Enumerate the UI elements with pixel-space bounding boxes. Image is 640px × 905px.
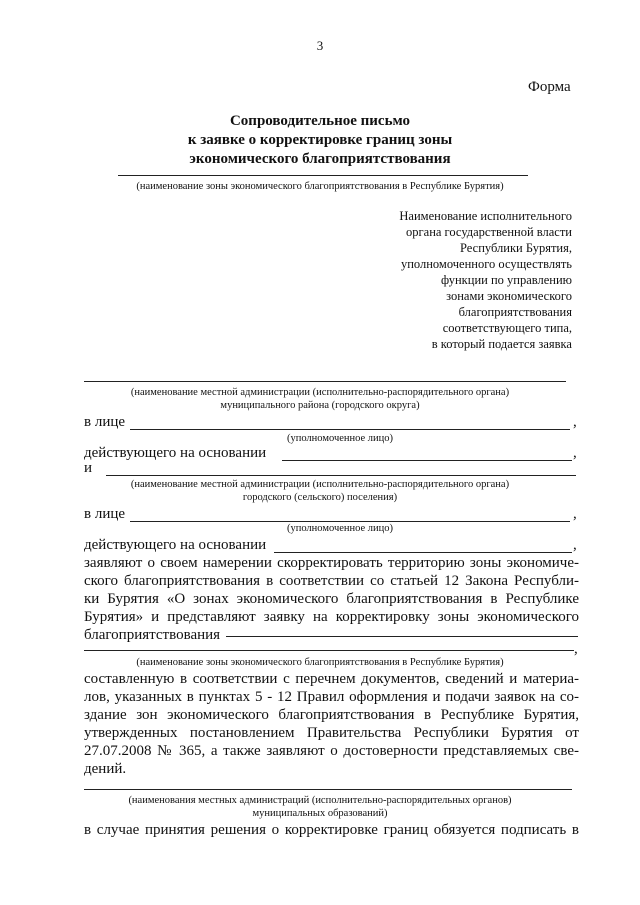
- text-line: дений.: [84, 761, 127, 777]
- paragraph-final: [84, 821, 579, 839]
- addressee-line: Республики Бурятия,: [460, 241, 572, 255]
- text-line: ки Бурятия «О зонах экономического благоприятствования в Республике: [84, 591, 579, 607]
- text-line: благоприятствования: [84, 627, 221, 643]
- addressee-line: уполномоченного осуществлять: [400, 257, 572, 271]
- text-line: 27.07.2008 № 365, а также заявляют о достоверности представляемых све-: [84, 743, 579, 759]
- page-number: 3: [316, 38, 324, 53]
- document-title: [0, 112, 640, 169]
- text-line: в случае принятия решения о корректировке границ обязуется подписать в: [84, 822, 579, 838]
- caption-zone-name: (наименование зоны экономического благоприятствования в Республике Бурятия): [136, 181, 504, 192]
- caption-authorized-person-2: (уполномоченное лицо): [286, 523, 394, 534]
- paragraph-documents: [84, 670, 579, 760]
- addressee-line: соответствующего типа,: [442, 321, 572, 335]
- caption-zone-name-2: (наименование зоны экономического благоприятствования в Республике Бурятия): [136, 657, 504, 668]
- caption-settlement-admin-2: городского (сельского) поселения): [242, 492, 398, 503]
- addressee-line: благоприятствования: [458, 305, 572, 319]
- comma: ,: [573, 506, 577, 522]
- paragraph-intent: [84, 554, 579, 626]
- text-line: заявляют о своем намерении скорректировать территорию зоны экономиче-: [84, 555, 579, 571]
- comma: ,: [574, 641, 578, 657]
- caption-municipal-admin-1: (наименование местной администрации (исполнительно-распорядительного органа): [130, 387, 510, 398]
- settlement-admin-field[interactable]: [106, 475, 576, 476]
- caption-settlement-admin-1: (наименование местной администрации (исполнительно-распорядительного органа): [130, 479, 510, 490]
- text-line: Бурятия» и представляют заявку на корректировку зоны экономического: [84, 609, 579, 625]
- label-in-person-2: в лице: [84, 506, 126, 522]
- caption-local-admins-2: муниципальных образований): [252, 808, 388, 819]
- text-line: здание зон экономического благоприятствования в Республике Бурятия,: [84, 707, 579, 723]
- caption-local-admins-1: (наименования местных администраций (исполнительно-распорядительных органов): [128, 795, 512, 806]
- addressee-line: зонами экономического: [446, 289, 572, 303]
- comma: ,: [573, 445, 577, 461]
- addressee-line: в который подается заявка: [431, 337, 572, 351]
- text-line: лов, указанных в пунктах 5 - 12 Правил оформления и подачи заявок на со-: [84, 689, 579, 705]
- municipal-admin-field[interactable]: [84, 381, 566, 382]
- authorized-person-field[interactable]: [130, 429, 570, 430]
- addressee-line: Наименование исполнительного: [399, 209, 572, 223]
- caption-municipal-admin-2: муниципального района (городского округа): [220, 400, 420, 411]
- label-acting-basis-2: действующего на основании: [84, 537, 267, 553]
- local-admins-field[interactable]: [84, 789, 572, 790]
- comma: ,: [573, 537, 577, 553]
- basis-field-2[interactable]: [274, 552, 572, 553]
- label-and: и: [84, 460, 93, 476]
- zone-name-field[interactable]: [118, 175, 528, 176]
- addressee-block: [372, 208, 572, 352]
- title-line-1: Сопроводительное письмо: [229, 113, 411, 129]
- zone-name-field-2[interactable]: [226, 636, 578, 637]
- label-in-person: в лице: [84, 414, 126, 430]
- addressee-line: функции по управлению: [440, 273, 572, 287]
- basis-field[interactable]: [282, 460, 572, 461]
- text-line: утвержденных постановлением Правительства Республики Бурятия от: [84, 725, 579, 741]
- form-label: Форма: [528, 79, 571, 95]
- text-line: составленную в соответствии с перечнем документов, сведений и материа-: [84, 671, 579, 687]
- title-line-3: экономического благоприятствования: [189, 151, 451, 167]
- title-line-2: к заявке о корректировке границ зоны: [187, 132, 453, 148]
- comma: ,: [573, 414, 577, 430]
- caption-authorized-person-1: (уполномоченное лицо): [286, 433, 394, 444]
- addressee-line: органа государственной власти: [406, 225, 572, 239]
- zone-name-field-3[interactable]: [84, 650, 574, 651]
- label-acting-basis: действующего на основании: [84, 445, 267, 461]
- text-line: ского благоприятствования в соответствии со статьей 12 Закона Республи-: [84, 573, 579, 589]
